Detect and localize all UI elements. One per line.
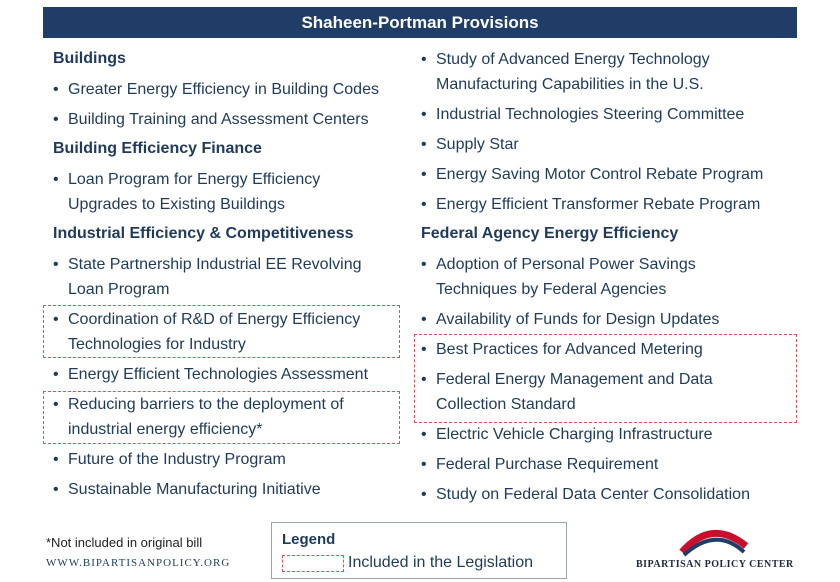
bullet-icon: • <box>421 195 427 213</box>
bullet-icon: • <box>53 255 59 273</box>
provision-line: Federal Energy Management and Data <box>436 370 713 388</box>
provision-item <box>53 104 403 134</box>
provision-item <box>421 449 801 479</box>
bullet-icon: • <box>53 395 59 413</box>
bullet-icon: • <box>421 370 427 388</box>
provision-line: industrial energy efficiency* <box>68 420 263 438</box>
legend-swatch-dashed-box <box>282 555 344 572</box>
logo-text: BIPARTISAN POLICY CENTER <box>636 559 794 570</box>
bullet-icon: • <box>421 165 427 183</box>
provision-item <box>421 479 801 509</box>
legend-label: Included in the Legislation <box>348 554 534 571</box>
provision-item <box>53 249 403 304</box>
provision-line: Collection Standard <box>436 395 576 413</box>
bipartisan-policy-center-logo <box>620 522 820 578</box>
provision-line: Loan Program for Energy Efficiency <box>68 170 321 188</box>
provision-line: Electric Vehicle Charging Infrastructure <box>436 425 713 443</box>
bullet-icon: • <box>53 80 59 98</box>
bullet-icon: • <box>421 135 427 153</box>
provision-line: Availability of Funds for Design Updates <box>436 310 720 328</box>
provision-item <box>421 129 801 159</box>
provision-line: Reducing barriers to the deployment of <box>68 395 344 413</box>
provision-line: Adoption of Personal Power Savings <box>436 255 696 273</box>
bullet-icon: • <box>53 110 59 128</box>
provision-item <box>421 159 801 189</box>
provision-item <box>421 249 801 304</box>
footnote: *Not included in original bill <box>46 535 203 550</box>
provision-line: Manufacturing Capabilities in the U.S. <box>436 75 704 93</box>
provision-line: Best Practices for Advanced Metering <box>436 340 703 358</box>
provision-line: Industrial Technologies Steering Committee <box>436 105 745 123</box>
website-link[interactable]: WWW.BIPARTISANPOLICY.ORG <box>46 557 231 569</box>
bullet-icon: • <box>421 310 427 328</box>
section-heading: Industrial Efficiency & Competitiveness <box>53 225 354 242</box>
legend-title: Legend <box>282 531 336 548</box>
provision-line: Federal Purchase Requirement <box>436 455 659 473</box>
provision-item <box>421 99 801 129</box>
provision-line: Energy Efficient Transformer Rebate Program <box>436 195 761 213</box>
provision-line: Study of Advanced Energy Technology <box>436 50 710 68</box>
bullet-icon: • <box>421 50 427 68</box>
section-heading: Building Efficiency Finance <box>53 140 262 157</box>
slide-title: Shaheen-Portman Provisions <box>43 7 797 38</box>
provision-item <box>421 304 801 334</box>
bullet-icon: • <box>421 255 427 273</box>
bullet-icon: • <box>53 480 59 498</box>
section-heading: Buildings <box>53 50 126 67</box>
bullet-icon: • <box>53 170 59 188</box>
provision-item <box>421 419 801 449</box>
bullet-icon: • <box>421 425 427 443</box>
section-heading: Federal Agency Energy Efficiency <box>421 225 679 242</box>
provision-item <box>53 74 403 104</box>
bullet-icon: • <box>53 450 59 468</box>
provision-item <box>53 474 403 504</box>
provision-line: Supply Star <box>436 135 519 153</box>
provision-line: Sustainable Manufacturing Initiative <box>68 480 321 498</box>
bullet-icon: • <box>421 340 427 358</box>
legend <box>271 522 567 579</box>
provision-line: Study on Federal Data Center Consolidation <box>436 485 750 503</box>
bullet-icon: • <box>421 455 427 473</box>
provision-line: Energy Efficient Technologies Assessment <box>68 365 369 383</box>
provision-item <box>53 359 403 389</box>
bullet-icon: • <box>53 310 59 328</box>
bullet-icon: • <box>53 365 59 383</box>
provision-line: Future of the Industry Program <box>68 450 286 468</box>
highlight-box-coordination-rd <box>43 305 400 358</box>
right-column <box>421 44 801 509</box>
provision-line: Energy Saving Motor Control Rebate Program <box>436 165 764 183</box>
provision-line: State Partnership Industrial EE Revolving <box>68 255 362 273</box>
provision-line: Building Training and Assessment Centers <box>68 110 369 128</box>
provision-line: Greater Energy Efficiency in Building Codes <box>68 80 379 98</box>
provision-item <box>53 164 403 219</box>
provision-line: Upgrades to Existing Buildings <box>68 195 286 213</box>
bullet-icon: • <box>421 485 427 503</box>
provision-item <box>421 189 801 219</box>
provision-line: Techniques by Federal Agencies <box>436 280 667 298</box>
provision-item <box>53 444 403 474</box>
provision-line: Technologies for Industry <box>68 335 246 353</box>
bullet-icon: • <box>421 105 427 123</box>
logo-arc-icon <box>620 522 820 562</box>
provision-line: Loan Program <box>68 280 170 298</box>
provision-item <box>421 44 801 99</box>
highlight-box-metering-standard <box>414 334 797 423</box>
highlight-box-reducing-barriers <box>43 391 400 444</box>
provision-line: Coordination of R&D of Energy Efficiency <box>68 310 361 328</box>
